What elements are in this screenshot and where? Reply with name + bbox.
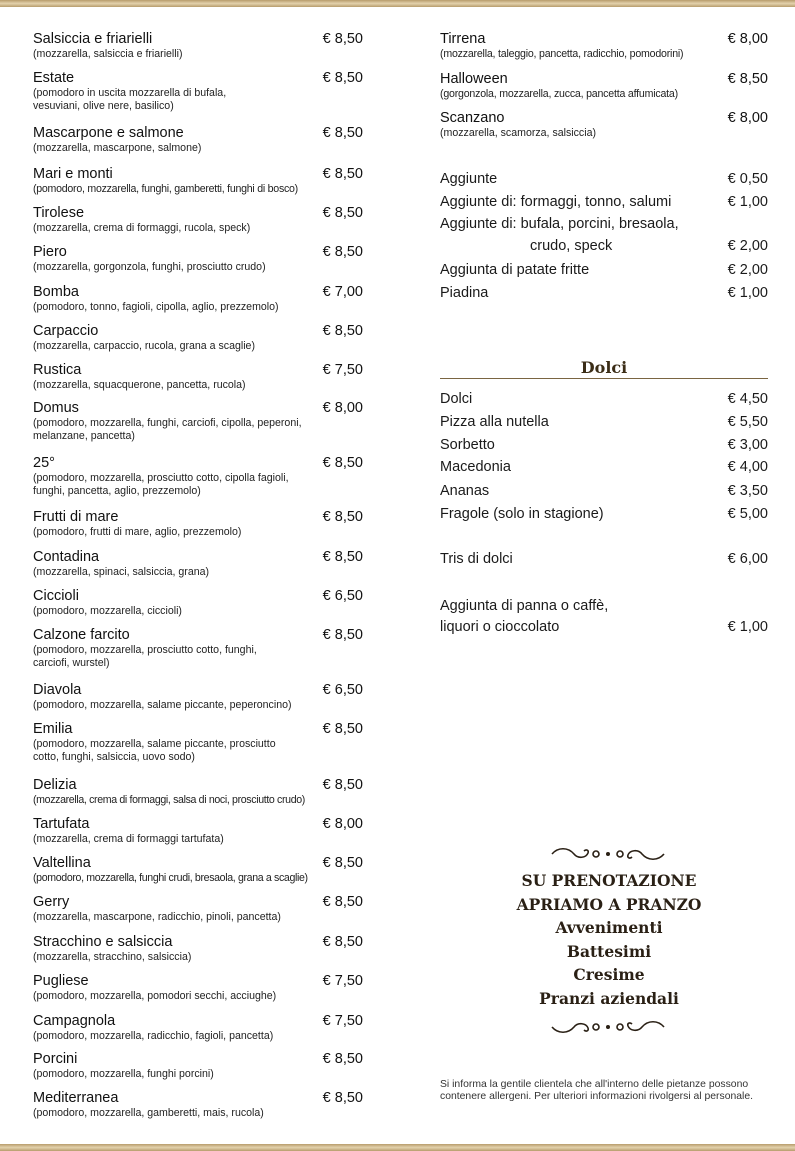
- menu-item: [33, 627, 363, 669]
- item-price: € 8,50: [322, 31, 363, 47]
- item-name: Stracchino e salsiccia: [33, 934, 173, 950]
- dessert-name: Sorbetto: [440, 437, 495, 453]
- item-desc: (mozzarella, carpaccio, rucola, grana a scaglie): [33, 340, 255, 352]
- bottom-gold-band: [0, 1144, 795, 1151]
- item-name: Frutti di mare: [33, 509, 119, 525]
- panna-item: [440, 598, 768, 636]
- menu-item: [33, 855, 363, 885]
- panna-line1: Aggiunta di panna o caffè,: [440, 598, 609, 614]
- item-name: Mediterranea: [33, 1090, 119, 1106]
- top-gold-band: [0, 0, 795, 7]
- menu-item: [33, 682, 363, 712]
- item-desc: (mozzarella, stracchino, salsiccia): [33, 951, 192, 963]
- promo-line: Pranzi aziendali: [539, 988, 679, 1008]
- extra-price: € 2,00: [727, 238, 768, 254]
- item-desc: (mozzarella, crema di formaggi tartufata): [33, 833, 224, 845]
- menu-item: [33, 244, 363, 274]
- extra-price: € 1,00: [727, 285, 768, 301]
- item-price: € 8,00: [322, 816, 363, 832]
- dolci-section-title: Dolci: [580, 358, 628, 377]
- item-price: € 8,50: [322, 1090, 363, 1106]
- item-name: Tirrena: [440, 31, 486, 47]
- menu-item: [33, 205, 363, 235]
- extra-name-cont: crudo, speck: [530, 238, 613, 254]
- item-price: € 8,00: [727, 31, 768, 47]
- menu-item: [33, 721, 363, 763]
- dessert-price: € 5,50: [727, 414, 768, 430]
- item-price: € 8,50: [322, 855, 363, 871]
- extra-item: [440, 262, 768, 279]
- promo-line: Cresime: [573, 965, 645, 984]
- tris-item: [440, 551, 768, 568]
- item-desc: (pomodoro, mozzarella, salame piccante, peperoncino): [33, 699, 292, 711]
- item-price: € 8,50: [322, 455, 363, 471]
- item-price: € 6,50: [322, 682, 363, 698]
- item-name: Piero: [33, 244, 67, 260]
- menu-item: [33, 1051, 363, 1081]
- extra-price: € 2,00: [727, 262, 768, 278]
- menu-item: [33, 323, 363, 353]
- menu-item: [33, 816, 363, 846]
- item-name: Emilia: [33, 721, 73, 737]
- dessert-price: € 3,50: [727, 483, 768, 499]
- item-price: € 8,50: [322, 777, 363, 793]
- item-name: Calzone farcito: [33, 627, 130, 643]
- item-price: € 8,50: [322, 1051, 363, 1067]
- item-price: € 8,50: [322, 549, 363, 565]
- item-desc: (mozzarella, crema di formaggi, salsa di noci, prosciutto crudo): [33, 794, 305, 806]
- menu-item: [33, 549, 363, 579]
- item-name: Estate: [33, 70, 75, 86]
- promo-line: Battesimi: [566, 941, 652, 961]
- menu-item: [33, 31, 363, 61]
- item-name: Bomba: [33, 284, 79, 300]
- menu-item: [33, 362, 363, 392]
- item-name: Tirolese: [33, 205, 85, 221]
- extra-name: Aggiunte di: bufala, porcini, bresaola,: [440, 216, 679, 232]
- item-desc: (mozzarella, salsiccia e friarielli): [33, 48, 183, 60]
- menu-item: [33, 400, 363, 442]
- panna-price: € 1,00: [727, 619, 768, 635]
- item-name: 25°: [33, 455, 55, 471]
- menu-item: [33, 894, 363, 924]
- top-ornament-icon: [548, 845, 668, 863]
- item-name: Mascarpone e salmone: [33, 125, 184, 141]
- item-desc: (pomodoro, mozzarella, prosciutto cotto, funghi, carciofi, wurstel): [33, 644, 257, 669]
- item-desc: (mozzarella, mascarpone, salmone): [33, 142, 202, 154]
- item-desc: (pomodoro, mozzarella, funghi, gamberetti, funghi di bosco): [33, 183, 298, 195]
- item-price: € 8,50: [322, 205, 363, 221]
- item-desc: (gorgonzola, mozzarella, zucca, pancetta affumicata): [440, 88, 678, 100]
- item-name: Pugliese: [33, 973, 89, 989]
- item-desc: (pomodoro, mozzarella, ciccioli): [33, 605, 182, 617]
- item-name: Diavola: [33, 682, 82, 698]
- menu-item: [33, 1013, 363, 1043]
- dessert-price: € 3,00: [727, 437, 768, 453]
- item-desc: (mozzarella, squacquerone, pancetta, rucola): [33, 379, 246, 391]
- item-desc: (pomodoro, mozzarella, radicchio, fagioli, pancetta): [33, 1030, 274, 1042]
- item-price: € 8,50: [322, 244, 363, 260]
- item-price: € 6,50: [322, 588, 363, 604]
- menu-item: [440, 71, 768, 101]
- item-desc: (pomodoro in uscita mozzarella di bufala, vesuviani, olive nere, basilico): [33, 87, 227, 112]
- item-desc: (pomodoro, frutti di mare, aglio, prezzemolo): [33, 526, 242, 538]
- extra-name: Aggiunte di: formaggi, tonno, salumi: [440, 194, 672, 210]
- item-name: Delizia: [33, 777, 77, 793]
- dessert-name: Macedonia: [440, 459, 511, 475]
- item-name: Porcini: [33, 1051, 78, 1067]
- promo-line: APRIAMO A PRANZO: [516, 894, 702, 914]
- item-desc: (mozzarella, spinaci, salsiccia, grana): [33, 566, 210, 578]
- item-name: Gerry: [33, 894, 70, 910]
- dessert-price: € 4,00: [727, 459, 768, 475]
- extra-name: Piadina: [440, 285, 489, 301]
- item-name: Rustica: [33, 362, 82, 378]
- extra-item: [440, 216, 768, 255]
- dessert-price: € 4,50: [727, 391, 768, 407]
- menu-item: [33, 284, 363, 314]
- dessert-name: Dolci: [440, 391, 473, 407]
- item-name: Domus: [33, 400, 79, 416]
- item-price: € 8,50: [322, 125, 363, 141]
- dessert-item: [440, 414, 768, 431]
- item-desc: (mozzarella, gorgonzola, funghi, prosciutto crudo): [33, 261, 266, 273]
- item-desc: (pomodoro, mozzarella, gamberetti, mais, rucola): [33, 1107, 264, 1119]
- menu-item: [33, 509, 363, 539]
- menu-item: [33, 973, 363, 1003]
- dessert-name: Ananas: [440, 483, 490, 499]
- tris-name: Tris di dolci: [440, 551, 513, 567]
- promo-line: Avvenimenti: [555, 918, 663, 937]
- item-name: Ciccioli: [33, 588, 79, 604]
- dessert-price: € 5,00: [727, 506, 768, 522]
- menu-item: [33, 455, 363, 497]
- dessert-item: [440, 437, 768, 454]
- menu-item: [440, 110, 768, 140]
- item-name: Campagnola: [33, 1013, 116, 1029]
- dessert-item: [440, 391, 768, 408]
- item-price: € 8,00: [322, 400, 363, 416]
- panna-line2: liquori o cioccolato: [440, 619, 560, 635]
- item-name: Tartufata: [33, 816, 90, 832]
- item-price: € 7,00: [322, 284, 363, 300]
- item-price: € 7,50: [322, 1013, 363, 1029]
- extra-item: [440, 194, 768, 211]
- item-name: Mari e monti: [33, 166, 113, 182]
- dessert-name: Fragole (solo in stagione): [440, 506, 604, 522]
- promo-block: [440, 869, 778, 1010]
- item-price: € 8,50: [322, 323, 363, 339]
- item-desc: (pomodoro, mozzarella, funghi, carciofi, cipolla, peperoni, melanzane, pancetta): [33, 417, 302, 442]
- item-price: € 8,50: [322, 70, 363, 86]
- extra-item: [440, 171, 768, 188]
- extra-name: Aggiunta di patate fritte: [440, 262, 590, 278]
- item-desc: (pomodoro, mozzarella, salame piccante, prosciutto cotto, funghi, salsiccia, uovo sodo): [33, 738, 276, 763]
- dessert-item: [440, 459, 768, 476]
- item-desc: (pomodoro, tonno, fagioli, cipolla, aglio, prezzemolo): [33, 301, 279, 313]
- allergen-notice: Si informa la gentile clientela che all'interno delle pietanze possono contenere allergeni. Per ulteriori informazioni rivolgersi al personale.: [440, 1079, 754, 1102]
- menu-item: [33, 166, 363, 196]
- item-name: Contadina: [33, 549, 100, 565]
- item-desc: (mozzarella, taleggio, pancetta, radicchio, pomodorini): [440, 48, 684, 60]
- bottom-ornament-icon: [548, 1018, 668, 1036]
- menu-item: [33, 125, 363, 155]
- section-divider: [440, 378, 768, 379]
- item-desc: (pomodoro, mozzarella, funghi crudi, bresaola, grana a scaglie): [33, 872, 308, 884]
- item-name: Valtellina: [33, 855, 91, 871]
- dessert-name: Pizza alla nutella: [440, 414, 549, 430]
- item-name: Carpaccio: [33, 323, 99, 339]
- extra-price: € 0,50: [727, 171, 768, 187]
- item-price: € 8,50: [322, 627, 363, 643]
- menu-item: [33, 777, 363, 807]
- item-price: € 8,50: [322, 166, 363, 182]
- item-name: Halloween: [440, 71, 508, 87]
- item-desc: (mozzarella, crema di formaggi, rucola, speck): [33, 222, 251, 234]
- item-price: € 8,50: [322, 934, 363, 950]
- menu-item: [33, 1090, 363, 1120]
- item-desc: (mozzarella, mascarpone, radicchio, pinoli, pancetta): [33, 911, 281, 923]
- dessert-item: [440, 483, 768, 500]
- item-price: € 8,50: [727, 71, 768, 87]
- item-price: € 8,50: [322, 894, 363, 910]
- item-price: € 7,50: [322, 362, 363, 378]
- item-name: Scanzano: [440, 110, 505, 126]
- item-desc: (mozzarella, scamorza, salsiccia): [440, 127, 596, 139]
- promo-line: SU PRENOTAZIONE: [521, 871, 697, 890]
- extra-item: [440, 285, 768, 302]
- menu-item: [440, 31, 768, 61]
- item-price: € 7,50: [322, 973, 363, 989]
- menu-item: [33, 70, 363, 112]
- item-price: € 8,50: [322, 509, 363, 525]
- item-desc: (pomodoro, mozzarella, prosciutto cotto, cipolla fagioli, funghi, pancetta, aglio, prezzemolo): [33, 472, 289, 497]
- dessert-item: [440, 506, 768, 523]
- item-price: € 8,00: [727, 110, 768, 126]
- item-desc: (pomodoro, mozzarella, pomodori secchi, acciughe): [33, 990, 277, 1002]
- item-name: Salsiccia e friarielli: [33, 31, 153, 47]
- menu-item: [33, 588, 363, 618]
- menu-item: [33, 934, 363, 964]
- extra-name: Aggiunte: [440, 171, 498, 187]
- extra-price: € 1,00: [727, 194, 768, 210]
- tris-price: € 6,00: [727, 551, 768, 567]
- item-desc: (pomodoro, mozzarella, funghi porcini): [33, 1068, 214, 1080]
- item-price: € 8,50: [322, 721, 363, 737]
